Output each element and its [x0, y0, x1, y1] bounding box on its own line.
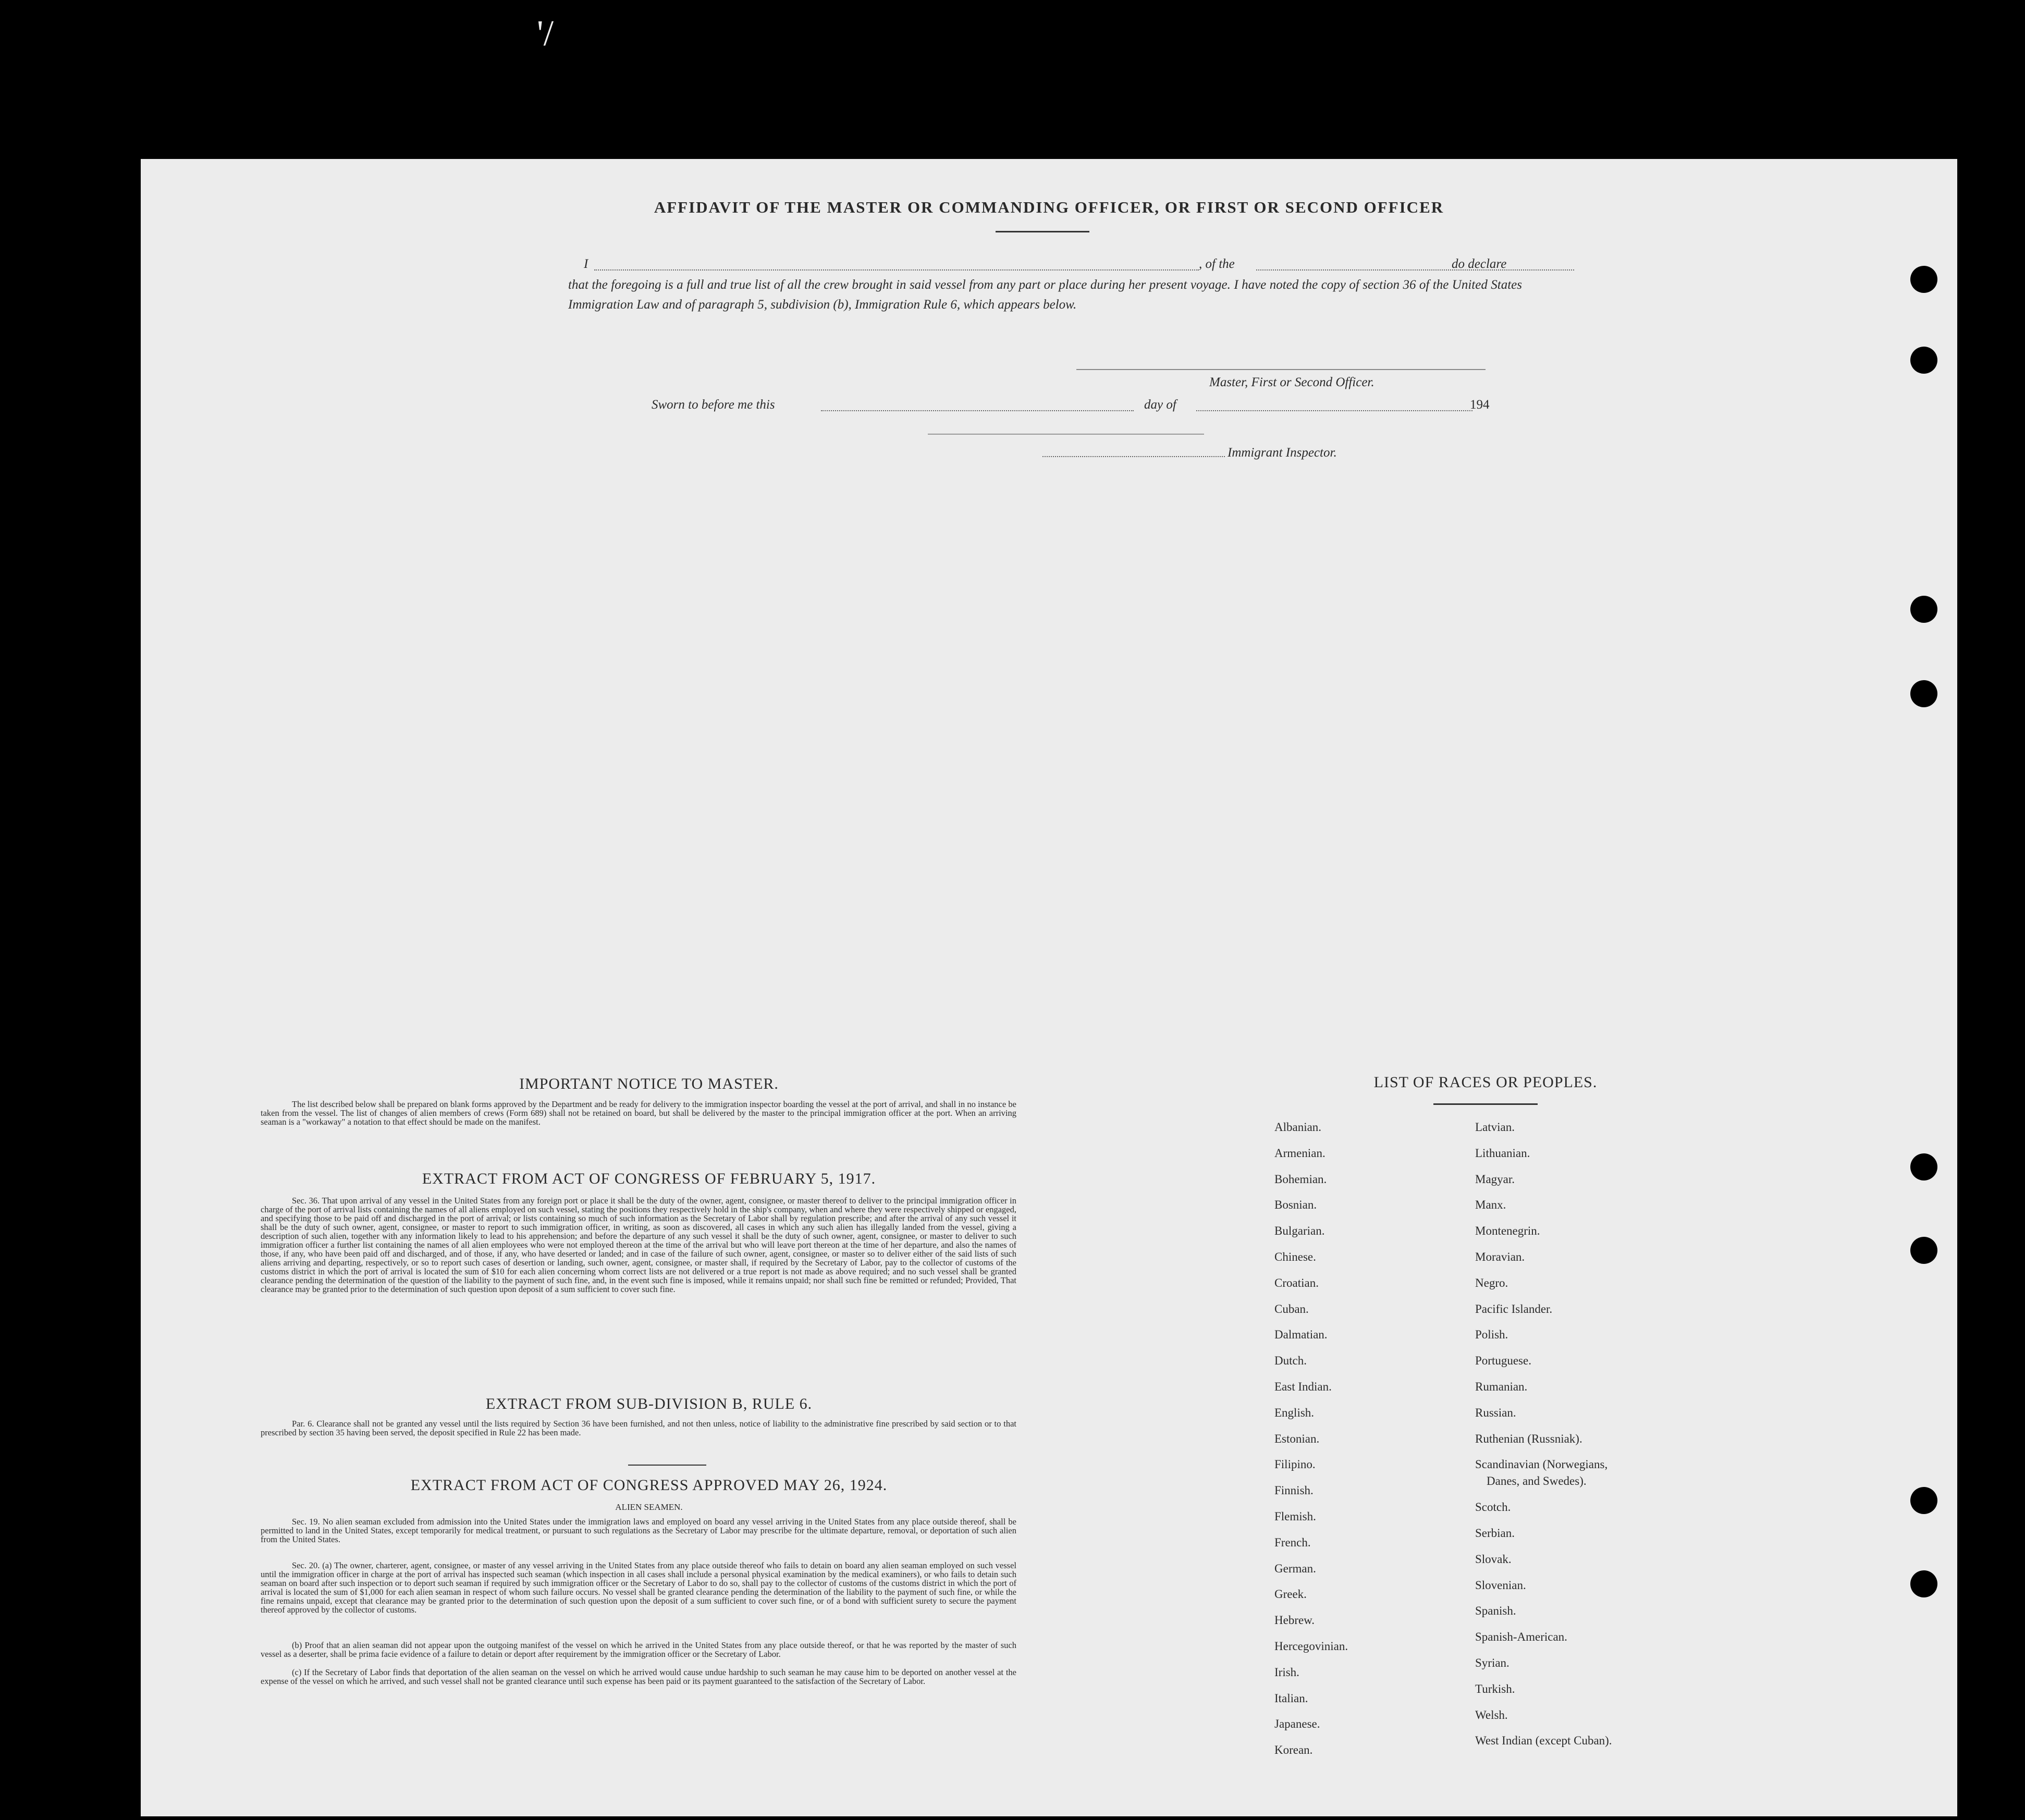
notice-body: The list described below shall be prepared on blank forms approved by the Department and be ready for delivery to the immigration inspector boarding the vessel at the port of arrival, and shall in no instance be taken from the vessel. The list of changes of alien members of crews (Form 689) shall not be retained on board, but shall be delivered by the master to the principal immigration officer at the port. When an arriving seaman is a "workaway" a notation to that effect should be made on the manifest. — [261, 1099, 1016, 1127]
inspector-line-1 — [928, 434, 1204, 435]
signature-caption: Master, First or Second Officer. — [1209, 375, 1374, 389]
race-item: Hercegovinian. — [1274, 1640, 1348, 1653]
punch-hole — [1910, 596, 1937, 623]
title-underline — [996, 231, 1089, 232]
name-blank — [594, 269, 1199, 270]
affidavit-title: AFFIDAVIT OF THE MASTER OR COMMANDING OFFICER, OR FIRST OR SECOND OFFICER — [654, 198, 1444, 216]
punch-hole — [1910, 680, 1937, 707]
affidavit-paragraph: that the foregoing is a full and true list of all the crew brought in said vessel from any part or place during her present voyage. I have noted the copy of section 36 of the United States Immigration Law and of paragraph 5, subdivision (b), Immigration Rule 6, which appears below. — [568, 278, 1522, 312]
race-item: Syrian. — [1475, 1656, 1509, 1669]
extract-1924-title: EXTRACT FROM ACT OF CONGRESS APPROVED MAY 26, 1924. — [410, 1477, 888, 1494]
race-item: Spanish. — [1475, 1604, 1516, 1617]
race-item: Portuguese. — [1475, 1354, 1531, 1367]
race-item: Scotch. — [1475, 1501, 1511, 1514]
race-item: Pacific Islander. — [1475, 1302, 1553, 1315]
race-item: Bulgarian. — [1274, 1224, 1325, 1237]
form-sheet — [141, 159, 1957, 1816]
punch-hole — [1910, 1237, 1937, 1264]
extract-1917-title: EXTRACT FROM ACT OF CONGRESS OF FEBRUARY 5, 1917. — [422, 1170, 876, 1187]
race-item: Bosnian. — [1274, 1198, 1317, 1211]
race-item: English. — [1274, 1406, 1315, 1419]
extract-rule6-title: EXTRACT FROM SUB-DIVISION B, RULE 6. — [485, 1395, 813, 1412]
extract-1917-body: Sec. 36. That upon arrival of any vessel in the United States from any foreign port or place it shall be the duty of the owner, agent, consignee, or master thereof to deliver to the principal immigration officer in charge of the port of arrival lists containing the names of all aliens employed on such vessel, stating the positions they respectively hold in the ship's company, when and where they were respectively shipped or engaged, and specifying those to be paid off and discharged in the port of arrival; or lists containing so much of such information as the Secretary of Labor shall by regulation prescribe; and after the arrival of any such vessel it shall be the duty of such owner, agent, consignee, or master to report to such immigration officer, in writing, as soon as discovered, all cases in which any such alien has illegally landed from the vessel, giving a description of such alien, together with any information likely to lead to his apprehension; and before the departure of any such vessel it shall be the duty of such owner, agent, consignee, or master to deliver to such immigration officer a further list containing the names of all alien employees who were not employed thereon at the time of the arrival but who will leave port thereon at the time of her departure, and also the names of those, if any, who have been paid off and discharged, and of those, if any, who have deserted or landed; and in case of the failure of such owner, agent, consignee, or master so to deliver either of the said lists of such aliens arriving and departing, respectively, or so to report such cases of desertion or landing, such owner, agent, consignee, or master shall, if required by the Secretary of Labor, pay to the collector of customs of the customs district in which the port of arrival is located the sum of $10 for each alien concerning whom correct lists are not delivered or a true report is not made as above required; and no such vessel shall be granted clearance pending the determination of the question of the liability to the payment of such fine, and, in the event such fine is imposed, while it remains unpaid; nor shall such fine be remitted or refunded; Provided, That clearance may be granted prior to the determination of such question upon deposit of a sum sufficient to cover such fine. — [261, 1196, 1016, 1294]
race-item: Spanish-American. — [1475, 1630, 1567, 1643]
race-item: Hebrew. — [1274, 1614, 1315, 1627]
race-item: Scandinavian (Norwegians, — [1475, 1458, 1608, 1471]
of-the-label: , of the — [1199, 257, 1235, 271]
race-item: Bohemian. — [1274, 1173, 1327, 1186]
sworn-label: Sworn to before me this — [652, 398, 775, 412]
race-item: Turkish. — [1475, 1682, 1515, 1695]
race-item: Russian. — [1475, 1406, 1516, 1419]
race-item: Flemish. — [1274, 1510, 1316, 1523]
sworn-month-blank — [1196, 410, 1472, 411]
races-title: LIST OF RACES OR PEOPLES. — [1373, 1074, 1598, 1091]
race-item: Irish. — [1274, 1666, 1299, 1679]
sworn-day-blank — [821, 410, 1134, 411]
race-item: Moravian. — [1475, 1250, 1525, 1263]
signature-line — [1076, 369, 1486, 370]
race-item: Korean. — [1274, 1743, 1313, 1756]
i-label: I — [584, 257, 588, 271]
race-item: Dalmatian. — [1274, 1328, 1328, 1341]
race-item: Slovak. — [1475, 1553, 1512, 1566]
race-item: Rumanian. — [1475, 1380, 1528, 1393]
punch-hole — [1910, 347, 1937, 374]
race-item: Greek. — [1274, 1588, 1307, 1601]
race-item: Negro. — [1475, 1276, 1508, 1289]
race-item: Magyar. — [1475, 1173, 1515, 1186]
race-item: German. — [1274, 1562, 1316, 1575]
alien-seamen-subtitle: ALIEN SEAMEN. — [615, 1502, 683, 1512]
inspector-line-2 — [1042, 456, 1225, 457]
punch-hole — [1910, 1487, 1937, 1514]
race-item: West Indian (except Cuban). — [1475, 1734, 1612, 1747]
race-item: Lithuanian. — [1475, 1147, 1530, 1160]
race-item: Armenian. — [1274, 1147, 1326, 1160]
punch-hole — [1910, 1153, 1937, 1180]
race-item: Montenegrin. — [1475, 1224, 1540, 1237]
race-item: Dutch. — [1274, 1354, 1307, 1367]
race-item: Latvian. — [1475, 1121, 1515, 1134]
notice-title: IMPORTANT NOTICE TO MASTER. — [519, 1075, 779, 1092]
race-item: Welsh. — [1475, 1708, 1508, 1721]
race-item: Ruthenian (Russniak). — [1475, 1432, 1582, 1445]
race-item: Cuban. — [1274, 1302, 1309, 1315]
extract-1924-sec20a: Sec. 20. (a) The owner, charterer, agent, consignee, or master of any vessel arriving in the United States from any place outside thereof who fails to detain on board any alien seaman employed on such vessel until the immigration officer in charge at the port of arrival has inspected such seaman (which inspection in all cases shall include a personal physical examination by the medical examiners), or who fails to detain such seaman on board after such inspection or to deport such seaman if required by such immigration officer or the Secretary of Labor to do so, shall pay to the collector of customs of the customs district in which the port of arrival is located the sum of $1,000 for each alien seaman in respect of whom such failure occurs. No vessel shall be granted clearance pending the determination of the liability to the payment of such fine, or while the fine remains unpaid, except that clearance may be granted prior to the determination of such question upon the deposit of a sum sufficient to cover such fine, or of a bond with sufficient surety to secure the payment thereof approved by the collector of customs. — [261, 1560, 1016, 1615]
race-item: Finnish. — [1274, 1484, 1314, 1497]
extract-1924-sec19: Sec. 19. No alien seaman excluded from admission into the United States under the immigration laws and employed on board any vessel arriving in the United States from any place outside thereof, shall be permitted to land in the United States, except temporarily for medical treatment, or pursuant to such regulations as the Secretary of Labor may prescribe for the ultimate departure, removal, or deportation of such alien from the United States. — [261, 1517, 1016, 1544]
race-item: Croatian. — [1274, 1276, 1319, 1289]
race-item: Albanian. — [1274, 1121, 1322, 1134]
film-corner-mark: '/ — [537, 14, 554, 54]
punch-hole — [1910, 266, 1937, 293]
race-item: Manx. — [1475, 1198, 1506, 1211]
race-item: Danes, and Swedes). — [1487, 1474, 1587, 1487]
year-label: 194 — [1470, 398, 1490, 412]
race-item: Italian. — [1274, 1692, 1308, 1705]
race-item: Estonian. — [1274, 1432, 1320, 1445]
race-item: Filipino. — [1274, 1458, 1316, 1471]
day-of-label: day of — [1144, 398, 1176, 412]
punch-hole — [1910, 1570, 1937, 1597]
races-underline — [1433, 1103, 1538, 1105]
vessel-blank — [1256, 269, 1574, 270]
race-item: Serbian. — [1475, 1527, 1515, 1540]
race-item: Polish. — [1475, 1328, 1508, 1341]
race-item: French. — [1274, 1536, 1311, 1549]
extract-1924-sec20b: (b) Proof that an alien seaman did not appear upon the outgoing manifest of the vessel on which he arrived in the United States from any place outside thereof, or that he was reported by the master of such vessel as a deserter, shall be prima facie evidence of a failure to detain or deport after requirement by the immigration officer or the Secretary of Labor. — [261, 1640, 1016, 1659]
race-item: Slovenian. — [1475, 1579, 1526, 1592]
race-item: Japanese. — [1274, 1717, 1320, 1730]
extract-1924-sec20c: (c) If the Secretary of Labor finds that deportation of the alien seaman on the vessel on which he arrived would cause undue hardship to such seaman he may cause him to be deported on another vessel at the expense of the vessel on which he arrived, and such vessel shall not be granted clearance until such expense has been paid or its payment guaranteed to the satisfaction of the Secretary of Labor. — [261, 1667, 1016, 1686]
section-divider — [628, 1465, 706, 1466]
do-declare-label: do declare — [1452, 257, 1507, 271]
inspector-caption: Immigrant Inspector. — [1228, 446, 1337, 460]
extract-rule6-body: Par. 6. Clearance shall not be granted any vessel until the lists required by Section 36 have been furnished, and not then unless, notice of liability to the administrative fine prescribed by said section or to that prescribed by section 35 having been served, the deposit specified in Rule 22 has been made. — [261, 1419, 1016, 1437]
race-item: Chinese. — [1274, 1250, 1316, 1263]
race-item: East Indian. — [1274, 1380, 1332, 1393]
